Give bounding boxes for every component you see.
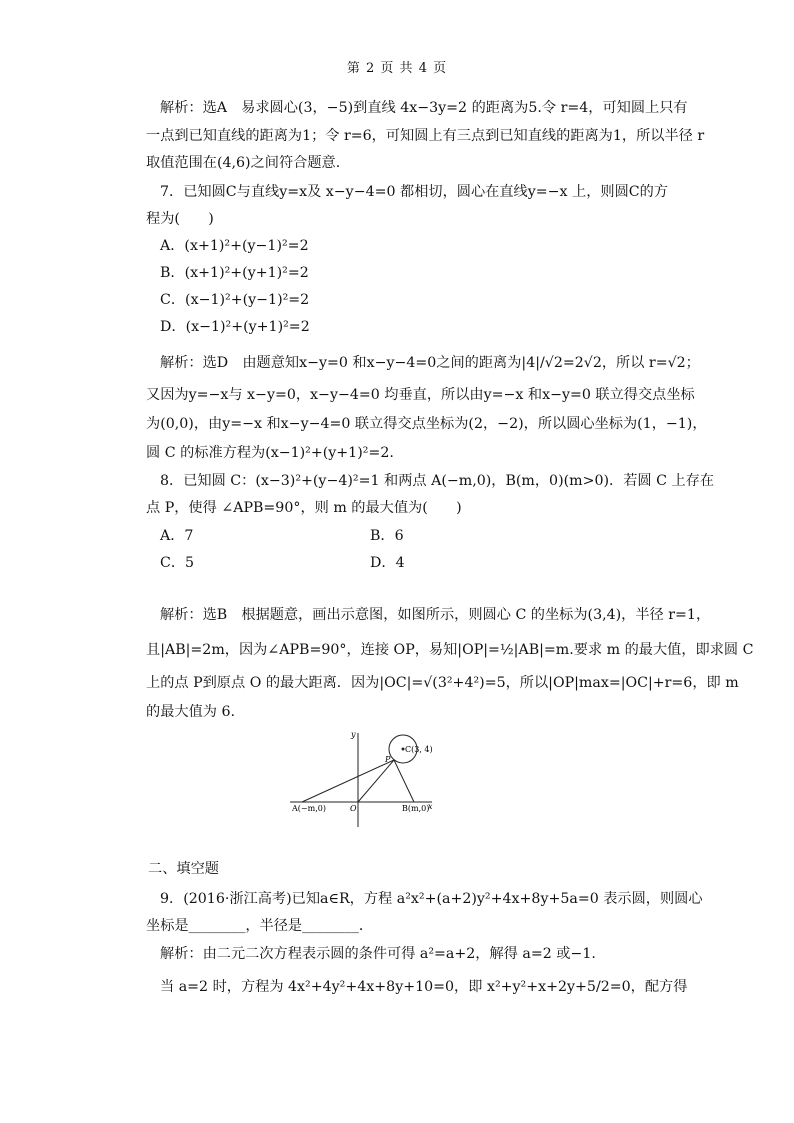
question-7-stem-2: 程为( ): [146, 211, 214, 227]
point-a-label: A(−m,0): [292, 804, 326, 813]
page-indicator: 第 2 页 共 4 页: [346, 61, 448, 76]
point-p-label: P: [385, 755, 391, 764]
question-7-option-c: C．(x−1)²+(y−1)²=2: [160, 292, 310, 308]
solution-7-line-4: 圆 C 的标准方程为(x−1)²+(y+1)²=2.: [146, 445, 394, 461]
origin-label: O: [350, 804, 357, 813]
point-c-label: C(3, 4): [405, 745, 433, 754]
question-8-option-d: D．4: [370, 555, 405, 571]
solution-7-line-2: 又因为y=−x与 x−y=0，x−y−4=0 均垂直，所以由y=−x 和x−y=0 联立得交点坐标: [146, 387, 695, 403]
solution-8-line-2: 且|AB|=2m，因为∠APB=90°，连接 OP，易知|OP|=½|AB|=m.要求 m 的最大值，即求圆 C: [146, 642, 754, 658]
segment-pb: [394, 760, 414, 802]
question-9-stem-1: 9．(2016·浙江高考)已知a∈R，方程 a²x²+(a+2)y²+4x+8y+5a=0 表示圆，则圆心: [160, 891, 703, 907]
x-axis-label: x: [428, 802, 433, 811]
question-7-stem-1: 7．已知圆C与直线y=x及 x−y−4=0 都相切，圆心在直线y=−x 上，则圆C的方: [160, 184, 669, 200]
geometry-figure: [290, 727, 440, 827]
solution-8-line-4: 的最大值为 6.: [146, 704, 235, 720]
segment-op: [358, 760, 394, 802]
question-9-stem-2: 坐标是________，半径是________．: [146, 918, 374, 934]
y-axis-label: y: [351, 730, 356, 739]
question-8-option-a: A．7: [160, 528, 194, 544]
section-title: 二、填空题: [148, 861, 219, 877]
question-8-stem-1: 8．已知圆 C：(x−3)²+(y−4)²=1 和两点 A(−m,0)，B(m，0)(m>0)．若圆 C 上存在: [160, 473, 715, 489]
solution-6-line-1: 解析：选A 易求圆心(3，−5)到直线 4x−3y=2 的距离为5.令 r=4，可知圆上只有: [160, 100, 688, 116]
question-7-option-d: D．(x−1)²+(y+1)²=2: [160, 319, 310, 335]
solution-7-line-1: 解析：选D 由题意知x−y=0 和x−y−4=0之间的距离为|4|/√2=2√2，所以 r=√2；: [160, 355, 700, 371]
question-7-option-b: B．(x+1)²+(y+1)²=2: [160, 265, 309, 281]
question-7-option-a: A．(x+1)²+(y−1)²=2: [160, 238, 309, 254]
solution-8-line-3: 上的点 P到原点 O 的最大距离．因为|OC|=√(3²+4²)=5，所以|OP|max=|OC|+r=6，即 m: [146, 675, 739, 691]
point-b-label: B(m,0): [402, 804, 430, 813]
solution-9-line-1: 解析：由二元二次方程表示圆的条件可得 a²=a+2，解得 a=2 或−1.: [160, 946, 596, 962]
question-8-stem-2: 点 P，使得 ∠APB=90°，则 m 的最大值为( ): [146, 500, 462, 516]
solution-6-line-3: 取值范围在(4,6)之间符合题意.: [146, 155, 341, 171]
solution-9-line-2: 当 a=2 时，方程为 4x²+4y²+4x+8y+10=0，即 x²+y²+x+2y+5/2=0，配方得: [160, 979, 688, 995]
question-8-option-c: C．5: [160, 555, 195, 571]
solution-7-line-3: 为(0,0)，由y=−x 和x−y−4=0 联立得交点坐标为(2，−2)，所以圆心坐标为(1，−1)，: [146, 416, 707, 432]
question-8-option-b: B．6: [370, 528, 404, 544]
solution-8-line-1: 解析：选B 根据题意，画出示意图，如图所示，则圆心 C 的坐标为(3,4)，半径 r=1，: [160, 607, 711, 623]
segment-ap: [302, 760, 394, 802]
solution-6-line-2: 一点到已知直线的距离为1；令 r=6，可知圆上有三点到已知直线的距离为1，所以半径 r: [146, 128, 705, 144]
